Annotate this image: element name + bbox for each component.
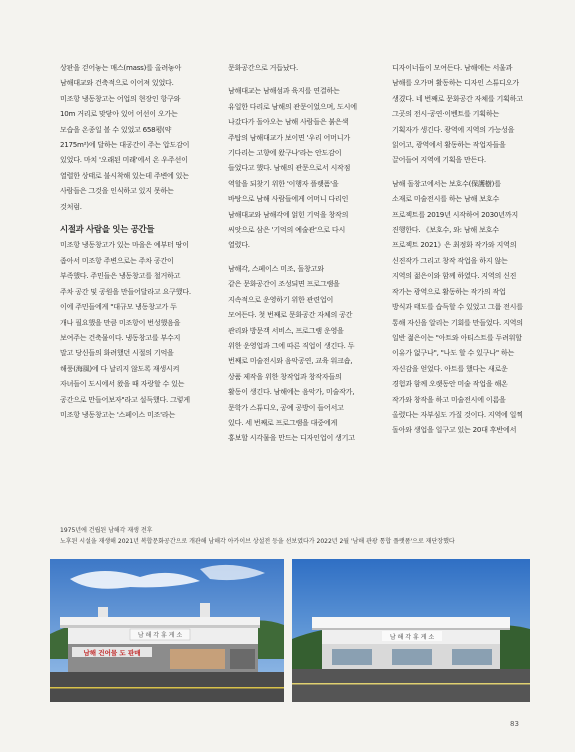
text-line: 지속적으로 운영하기 위한 관련업이 [228, 294, 334, 304]
text-line: 통해 자신을 알리는 기회를 만들었다. 지역의 [392, 317, 523, 327]
caption-text: 노후된 시설을 재생해 2021년 복합문화공간으로 개관해 남해각 아카이브 상설전 등을 선보였다가 2022년 2월 '남해 관광 통합 플랫폼'으로 재단장했다 [60, 538, 455, 545]
text-line: 남해를 오가며 활동하는 디자인 스튜디오가 [392, 78, 519, 88]
text-line: 활동이 생긴다. 남해에는 음악가, 미술작가, [228, 387, 355, 397]
text-line: 같은 문화공간이 조성되면 프로그램을 [228, 279, 340, 289]
text-line: 생겼다. 네 번째로 문화공간 자체를 기획하고 [392, 93, 523, 103]
photo-caption [60, 525, 530, 547]
text-line: 디자이너들이 모여든다. 남해에는 서울과 [392, 63, 513, 72]
text-line: 유일한 다리로 남해의 관문이었으며, 도시에 [228, 101, 357, 111]
text-line: 열렸다. [228, 240, 250, 250]
text-line: 프로젝트 2021》은 최정화 작가와 지역의 [392, 240, 517, 250]
caption-title: 1975년에 건립된 남해각 재생 전후 [60, 527, 153, 534]
paragraph-gap [392, 168, 542, 176]
paragraph-gap [228, 253, 378, 261]
text-line: 진행한다. 《보호수, 와: 남해 보호수 [392, 225, 499, 235]
text-line: 남해대교와 남해각에 얽힌 기억을 창작의 [228, 209, 349, 219]
text-line: 모습을 온종일 볼 수 있었고 658평(약 [60, 124, 172, 134]
paragraph-group [392, 60, 542, 168]
building-after-illustration [292, 559, 530, 702]
text-line: 기다리는 고향에 왔구나'라는 안도감이 [228, 148, 342, 158]
text-line: 말고 당신들의 화려했던 시절의 기억을 [60, 348, 174, 358]
text-line: 상품 제작을 위한 창작업과 창작자들의 [228, 371, 342, 381]
text-line: 이에 주민들에게 "대규모 냉동창고가 두 [60, 302, 177, 312]
text-line: 신진작가 그리고 창작 작업을 하지 않는 [392, 255, 508, 265]
text-line: 주탑의 남해대교가 보이면 '우리 어머니가 [228, 132, 350, 142]
page-number: 83 [510, 720, 519, 728]
text-line: 바탕으로 남해 사람들에게 어머니 다리인 [228, 194, 349, 204]
text-line: 부족했다. 주민들은 냉동창고를 철거하고 [60, 271, 181, 281]
text-line: 작가와 창작을 하고 미술전시에 이름을 [392, 394, 506, 404]
text-line: 위한 운영업과 그에 따른 직업이 생긴다. 두 [228, 340, 355, 350]
text-line: 미조항 냉동창고가 있는 마을은 예부터 땅이 [60, 240, 189, 250]
paragraph-group [228, 83, 378, 252]
text-line: 기획자가 생긴다. 광역에 지역의 가능성을 [392, 124, 515, 134]
text-line: 보여주는 건축물이다. 냉동창고를 부수지 [60, 332, 181, 342]
text-line: 2175m²)에 달하는 대공간이 주는 압도감이 [60, 140, 190, 150]
text-line: 그곳의 전시·공연·이벤트를 기획하는 [392, 109, 500, 119]
text-line: 있다. 세 번째로 프로그램을 대중에게 [228, 417, 338, 427]
text-line: 해풍(海風)에 다 날리지 않도록 재생시켜 [60, 363, 180, 373]
text-line: 주차 공간 및 공원을 만들어달라고 요구했다. [60, 286, 191, 296]
building-before-illustration [50, 559, 284, 702]
text-line: 미조항 냉동창고는 어업의 현장인 항구와 [60, 93, 181, 103]
text-line: 10m 거리로 맞닿아 있어 어선이 오가는 [60, 109, 178, 119]
text-line: 이유가 없구나", "나도 할 수 있구나" 하는 [392, 348, 515, 358]
text-line: 자녀들이 도시에서 왔을 때 자랑할 수 있는 [60, 379, 185, 389]
text-line: 관리와 방문객 서비스, 프로그램 운영을 [228, 325, 344, 335]
text-line: 문화공간으로 거듭났다. [228, 63, 299, 72]
paragraph-group [228, 261, 378, 446]
text-line: 남해 돌창고에서는 보호수(保護樹)를 [392, 178, 501, 188]
paragraph-group [60, 237, 210, 422]
text-line: 들었다고 했다. 남해의 관문으로서 시작점 [228, 163, 351, 173]
paragraph-group [60, 60, 210, 214]
paragraph-group [228, 60, 378, 75]
text-column-middle [228, 60, 378, 446]
text-line: 것처럼. [60, 201, 82, 211]
building-sign: 남 해 각 휴 게 소 [389, 634, 435, 641]
paragraph-gap [228, 75, 378, 83]
shop-banner: 남해 건어물 도 판매 [83, 649, 141, 657]
text-line: 문학가 스튜디오, 공예 공방이 들어서고 [228, 402, 344, 412]
text-line: 읽어고, 광역에서 활동하는 작업자들을 [392, 140, 506, 150]
text-line: 개나 필요했을 만큼 미조항이 번성했음을 [60, 317, 181, 327]
text-line: 모여든다. 첫 번째로 문화공간 자체의 공간 [228, 310, 353, 320]
text-line: 번째로 미술전시와 음악공연, 교육 워크숍, [228, 356, 353, 366]
text-line: 작가는 광역으로 활동하는 작가의 작업 [392, 286, 506, 296]
text-line: 좁아서 미조항 주변으로는 주차 공간이 [60, 255, 174, 265]
text-line: 소재로 미술전시를 하는 남해 보호수 [392, 194, 500, 204]
text-line: 일반 젊은이는 "아트와 아티스트를 두려워할 [392, 332, 522, 342]
text-column-left [60, 60, 210, 422]
text-line: 경험과 함께 오랫동안 미술 작업을 해온 [392, 379, 508, 389]
text-line: 미조항 냉동창고는 '스페이스 미조'라는 [60, 409, 176, 419]
text-line: 돌아와 생업을 일구고 있는 20대 후반에서 [392, 425, 517, 435]
text-line: 있었다. 마치 '오래된 미래'에서 온 우주선이 [60, 155, 188, 165]
text-line: 끌어들여 지역에 기획을 만든다. [392, 155, 486, 165]
text-line: 역할을 되찾기 위한 '이행자 플랫폼'을 [228, 178, 339, 188]
text-line: 사람들은 그것을 인식하고 있지 못하는 [60, 186, 174, 196]
text-line: 상판을 걷어놓는 매스(mass)를 올려놓아 [60, 63, 182, 72]
building-sign: 남 해 각 휴 게 소 [137, 632, 183, 639]
paragraph-group [392, 176, 542, 438]
text-line: 프로젝트를 2019년 시작하여 2030년까지 [392, 209, 518, 219]
text-line: 홍보할 시각물을 만드는 디자인업이 생기고 [228, 433, 355, 443]
text-line: 나갔다가 돌아오는 남해 사람들은 붉은색 [228, 117, 349, 127]
section-heading: 시절과 사람을 잇는 공간들 [60, 224, 155, 235]
text-line: 남해각, 스페이스 미조, 돌창고와 [228, 263, 324, 273]
photo-after [292, 559, 530, 702]
text-column-right [392, 60, 542, 438]
text-line: 올렸다는 자부심도 가질 것이다. 지역에 일찍 [392, 409, 523, 419]
photo-before [50, 559, 284, 702]
text-line: 남해대교는 남해섬과 육지를 연결하는 [228, 86, 340, 96]
text-line: 씨앗으로 삼은 '기억의 예술관'으로 다시 [228, 225, 346, 235]
text-line: 지역의 젊은이와 함께 하였다. 지역의 신진 [392, 271, 517, 281]
text-line: 공간으로 만들어보자"라고 설득했다. 그렇게 [60, 394, 190, 404]
text-line: 남해대교와 건축적으로 이어져 있었다. [60, 78, 174, 88]
text-line: 방식과 태도를 습득할 수 있었고 그룹 전시를 [392, 302, 523, 312]
text-line: 열렬한 상태로 불시착해 있는데 주변에 있는 [60, 170, 189, 180]
text-line: 자신감을 얻었다. 아트를 했다는 새로운 [392, 363, 508, 373]
